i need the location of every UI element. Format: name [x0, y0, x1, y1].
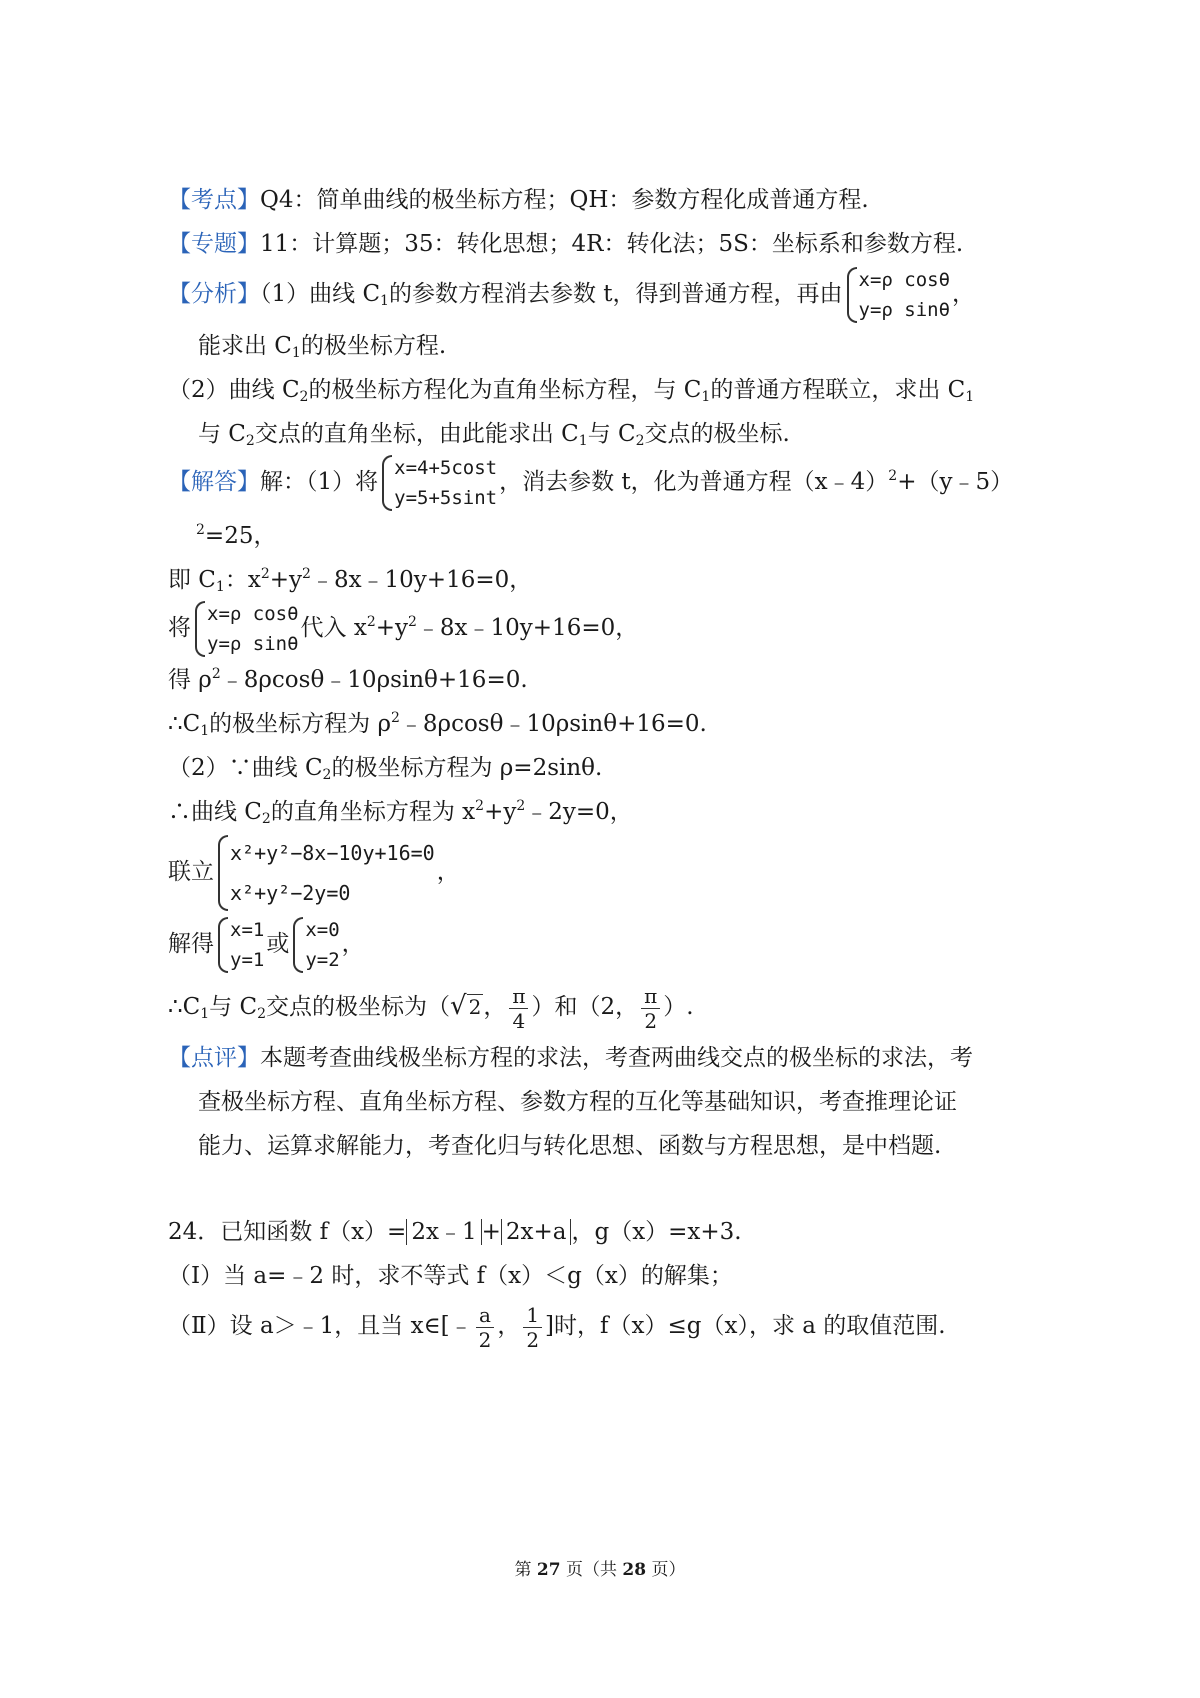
jieda-text: 交点的极坐标为（ — [266, 994, 450, 1020]
jieda-line-2 — [196, 520, 276, 552]
fraction — [641, 984, 660, 1033]
jieda-text: 的极坐标方程为 ρ — [209, 711, 391, 737]
jieda-text: ，消去参数 t，化为普通方程（x﹣4） — [499, 469, 889, 495]
fenxi-tag: 【分析】 — [168, 281, 260, 307]
q24-text: ，g（x）=x+3. — [571, 1219, 742, 1245]
jieda-text: 与 C — [209, 994, 258, 1020]
q24-text: ， — [497, 1313, 521, 1339]
fraction-denominator: 4 — [512, 1008, 526, 1033]
jieda-text: ∴C — [168, 994, 201, 1020]
superscript: 2 — [391, 710, 400, 726]
superscript: 2 — [196, 522, 205, 538]
q24-line-3 — [168, 1298, 946, 1354]
system-row: x=4+5cost — [394, 457, 498, 479]
solution-system-2 — [291, 915, 339, 975]
system-row: x=ρ cosθ — [858, 269, 951, 291]
system-row: y=5+5sint — [394, 487, 498, 509]
superscript: 2 — [211, 666, 221, 682]
footer-text: 第 — [514, 1560, 537, 1580]
jieda-text: 解：（1）将 — [260, 469, 379, 495]
subscript: 1 — [965, 389, 975, 405]
q24-text: + — [481, 1219, 501, 1245]
absolute-value: 2x+a — [501, 1219, 572, 1245]
jieda-text: 的极坐标方程为 ρ=2sinθ. — [331, 755, 603, 781]
fenxi-text: 能求出 C — [198, 333, 292, 359]
fenxi-text: （2）曲线 C — [168, 377, 300, 403]
system-row: x²+y²−2y=0 — [230, 881, 351, 905]
subscript: 1 — [380, 293, 389, 309]
zhuanti-line — [168, 228, 963, 260]
jieda-text: ）和（2， — [531, 994, 639, 1020]
kaodian-tag: 【考点】 — [168, 187, 260, 213]
subscript: 2 — [245, 433, 255, 449]
jieda-line-8 — [168, 796, 633, 828]
subscript: 1 — [200, 723, 210, 739]
dianping-text: 查极坐标方程、直角坐标方程、参数方程的互化等基础知识，考查推理论证 — [198, 1089, 957, 1115]
jieda-text: ， — [483, 994, 507, 1020]
q24-text: （Ⅱ）设 a＞﹣1，且当 x∈[﹣ — [168, 1313, 473, 1339]
jieda-line-6 — [168, 708, 707, 740]
jieda-text: 即 C — [168, 567, 216, 593]
subscript: 1 — [291, 345, 301, 361]
dianping-line-3 — [198, 1130, 941, 1162]
kaodian-text: Q4：简单曲线的极坐标方程；QH：参数方程化成普通方程. — [260, 187, 869, 213]
dianping-text: 本题考查曲线极坐标方程的求法，考查两曲线交点的极坐标的求法，考 — [260, 1045, 973, 1071]
fenxi-text: 交点的直角坐标，由此能求出 C — [254, 421, 579, 447]
system-row: y=1 — [230, 949, 265, 971]
jieda-text: 的直角坐标方程为 x — [270, 799, 476, 825]
subscript: 1 — [215, 579, 225, 595]
fraction — [509, 984, 528, 1033]
fenxi-line-2 — [198, 330, 446, 362]
superscript: 2 — [260, 566, 270, 582]
jieda-text: +（y﹣5） — [897, 469, 1014, 495]
system-row: y=ρ sinθ — [207, 633, 299, 655]
page-footer — [0, 1555, 1200, 1580]
jieda-text: +y — [269, 567, 303, 593]
simultaneous-system — [216, 833, 435, 913]
q24-text: ]时，f（x）≤g（x），求 a 的取值范围. — [545, 1313, 946, 1339]
jieda-text: ﹣8ρcosθ﹣10ρsinθ+16=0. — [399, 711, 707, 737]
jieda-text: 联立 — [168, 859, 214, 885]
jieda-line-10 — [168, 912, 365, 976]
sqrt-sign-icon: √ — [450, 991, 467, 1021]
jieda-text: +y — [375, 615, 408, 641]
superscript: 2 — [516, 798, 526, 814]
system-row: x=0 — [305, 919, 340, 941]
subscript: 1 — [701, 389, 711, 405]
superscript: 2 — [408, 614, 417, 630]
footer-text: 页） — [646, 1560, 686, 1580]
polar-substitution-system — [193, 599, 299, 659]
jieda-text: （2）∵曲线 C — [168, 755, 323, 781]
jieda-text: ∴C — [168, 711, 201, 737]
jieda-line-3 — [168, 564, 532, 596]
fenxi-line-3 — [168, 374, 974, 406]
page-number: 27 — [536, 1560, 561, 1580]
fraction — [523, 1303, 542, 1352]
jieda-line-4 — [168, 596, 638, 660]
fenxi-text: ， — [952, 281, 976, 307]
jieda-text: 将 — [168, 615, 191, 641]
subscript: 2 — [257, 1006, 266, 1022]
system-row: y=2 — [305, 949, 340, 971]
superscript: 2 — [366, 614, 376, 630]
jieda-text: ：x — [224, 567, 261, 593]
fenxi-text: （1）曲线 C — [260, 281, 381, 307]
jieda-text: 或 — [266, 931, 290, 957]
system-row: y=ρ sinθ — [858, 299, 951, 321]
jieda-text: 代入 x — [300, 615, 367, 641]
subscript: 2 — [261, 811, 271, 827]
subscript: 2 — [322, 767, 332, 783]
dianping-line-2 — [198, 1086, 957, 1118]
subscript: 1 — [578, 433, 588, 449]
jieda-text: 解得 — [168, 931, 214, 957]
jieda-text: ﹣2y=0， — [525, 799, 633, 825]
absolute-value: 2x﹣1 — [406, 1219, 481, 1245]
fenxi-line-1 — [168, 262, 975, 326]
fenxi-text: 的极坐标方程化为直角坐标方程，与 C — [308, 377, 702, 403]
fraction-numerator: π — [641, 984, 660, 1009]
subscript: 1 — [200, 1006, 210, 1022]
footer-text: 页（共 — [560, 1560, 623, 1580]
polar-substitution-system — [845, 265, 951, 325]
jieda-text: 得 ρ — [168, 667, 212, 693]
jieda-text: ﹣8x﹣10y+16=0， — [416, 615, 639, 641]
jieda-text: =25， — [204, 523, 277, 549]
fenxi-text: 的参数方程消去参数 t，得到普通方程，再由 — [388, 281, 843, 307]
subscript: 2 — [635, 433, 645, 449]
jieda-text: ， — [341, 931, 365, 957]
fenxi-text: 与 C — [587, 421, 636, 447]
fenxi-text: 的普通方程联立，求出 C — [710, 377, 966, 403]
jieda-text: ﹣8x﹣10y+16=0， — [310, 567, 533, 593]
jieda-line-11 — [168, 978, 694, 1035]
dianping-tag: 【点评】 — [168, 1045, 260, 1071]
fenxi-text: 与 C — [198, 421, 246, 447]
fraction-numerator: 1 — [523, 1303, 542, 1328]
jieda-line-9 — [168, 832, 460, 913]
fenxi-text: 的极坐标方程. — [300, 333, 447, 359]
kaodian-line — [168, 184, 869, 216]
dianping-line-1 — [168, 1042, 973, 1074]
superscript: 2 — [302, 566, 311, 582]
jieda-line-5 — [168, 664, 528, 696]
zhuanti-tag: 【专题】 — [168, 231, 260, 257]
fraction — [476, 1303, 495, 1352]
parametric-system — [380, 453, 497, 513]
sqrt-radicand: 2 — [468, 995, 482, 1019]
q24-text: 24．已知函数 f（x）= — [168, 1219, 407, 1245]
fraction-numerator: π — [509, 984, 528, 1009]
jieda-line-1 — [168, 450, 1013, 514]
superscript: 2 — [888, 468, 898, 484]
dianping-text: 能力、运算求解能力，考查化归与转化思想、函数与方程思想，是中档题. — [198, 1133, 942, 1159]
jieda-line-7 — [168, 752, 602, 784]
q24-line-1 — [168, 1216, 742, 1248]
superscript: 2 — [475, 798, 485, 814]
solution-system-1 — [216, 915, 264, 975]
q24-line-2 — [168, 1260, 733, 1292]
q24-text: （Ⅰ）当 a=﹣2 时，求不等式 f（x）＜g（x）的解集； — [168, 1263, 733, 1289]
fenxi-text: 交点的极坐标. — [644, 421, 790, 447]
fraction-denominator: 2 — [478, 1327, 492, 1352]
jieda-text: +y — [484, 799, 517, 825]
jieda-text: ∴曲线 C — [168, 799, 262, 825]
jieda-tag: 【解答】 — [168, 469, 260, 495]
fraction-numerator: a — [476, 1303, 495, 1328]
subscript: 2 — [299, 389, 309, 405]
fraction-denominator: 2 — [644, 1008, 658, 1033]
jieda-text: ， — [436, 859, 460, 885]
jieda-text: ﹣8ρcosθ﹣10ρsinθ+16=0. — [220, 667, 528, 693]
fenxi-line-4 — [198, 418, 790, 450]
system-row: x²+y²−8x−10y+16=0 — [230, 841, 435, 865]
total-pages: 28 — [622, 1560, 647, 1580]
zhuanti-text: 11：计算题；35：转化思想；4R：转化法；5S：坐标系和参数方程. — [260, 231, 964, 257]
fraction-denominator: 2 — [526, 1327, 540, 1352]
system-row: x=ρ cosθ — [207, 603, 299, 625]
system-row: x=1 — [230, 919, 265, 941]
jieda-text: ）. — [663, 994, 694, 1020]
